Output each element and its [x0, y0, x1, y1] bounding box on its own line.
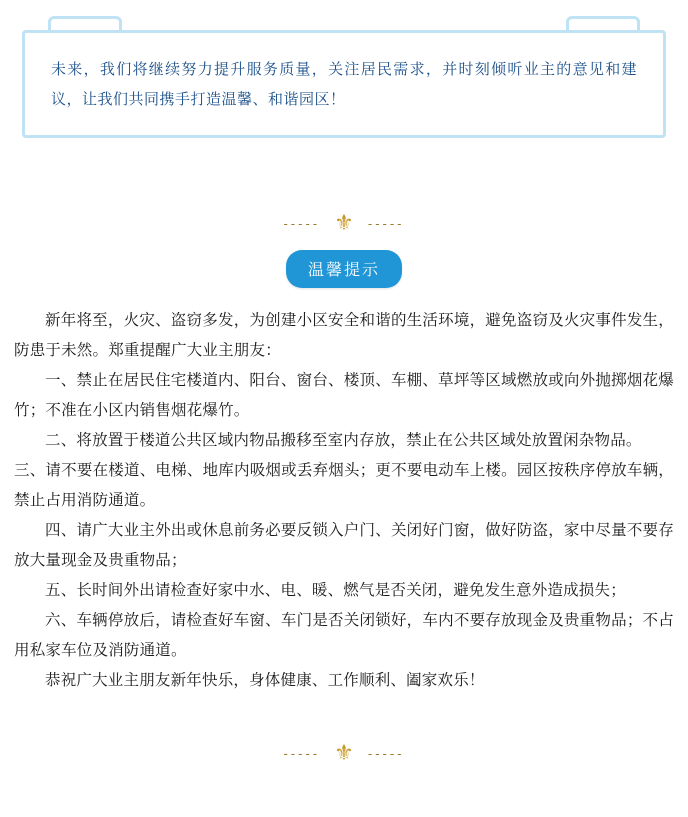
body-content [14, 306, 674, 696]
fleur-de-lis-icon: ⚜ [334, 740, 354, 765]
document-page [0, 30, 688, 817]
dashes-right: ----- [367, 745, 405, 761]
paragraph: 新年将至，火灾、盗窃多发，为创建小区安全和谐的生活环境，避免盗窃及火灾事件发生，防患于未然。郑重提醒广大业主朋友： [14, 312, 674, 359]
quote-banner [22, 30, 666, 138]
paragraph: 二、将放置于楼道公共区域内物品搬移至室内存放，禁止在公共区域处放置闲杂物品。 [45, 432, 642, 449]
ornament-divider-bottom [0, 742, 688, 764]
quote-text: 未来，我们将继续努力提升服务质量，关注居民需求，并时刻倾听业主的意见和建议，让我们共同携手打造温馨、和谐园区！ [51, 61, 637, 108]
quote-box [22, 30, 666, 138]
dashes-left: ----- [283, 745, 321, 761]
paragraph: 四、请广大业主外出或休息前务必要反锁入户门、关闭好门窗，做好防盗，家中尽量不要存放大量现金及贵重物品； [14, 522, 674, 569]
dashes-left: ----- [283, 215, 321, 231]
paragraph: 恭祝广大业主朋友新年快乐，身体健康、工作顺利、阖家欢乐！ [45, 672, 485, 689]
ornament-divider-top [0, 212, 688, 234]
fleur-de-lis-icon: ⚜ [334, 210, 354, 235]
section-badge: 温馨提示 [286, 250, 402, 288]
paragraph: 五、长时间外出请检查好家中水、电、暖、燃气是否关闭，避免发生意外造成损失； [45, 582, 626, 599]
dashes-right: ----- [367, 215, 405, 231]
paragraph: 一、禁止在居民住宅楼道内、阳台、窗台、楼顶、车棚、草坪等区域燃放或向外抛掷烟花爆竹；不准在小区内销售烟花爆竹。 [14, 372, 674, 419]
paragraph: 三、请不要在楼道、电梯、地库内吸烟或丢弃烟头；更不要电动车上楼。园区按秩序停放车辆，禁止占用消防通道。 [14, 462, 674, 509]
badge-row [0, 250, 688, 288]
paragraph: 六、车辆停放后，请检查好车窗、车门是否关闭锁好，车内不要存放现金及贵重物品；不占用私家车位及消防通道。 [14, 612, 674, 659]
